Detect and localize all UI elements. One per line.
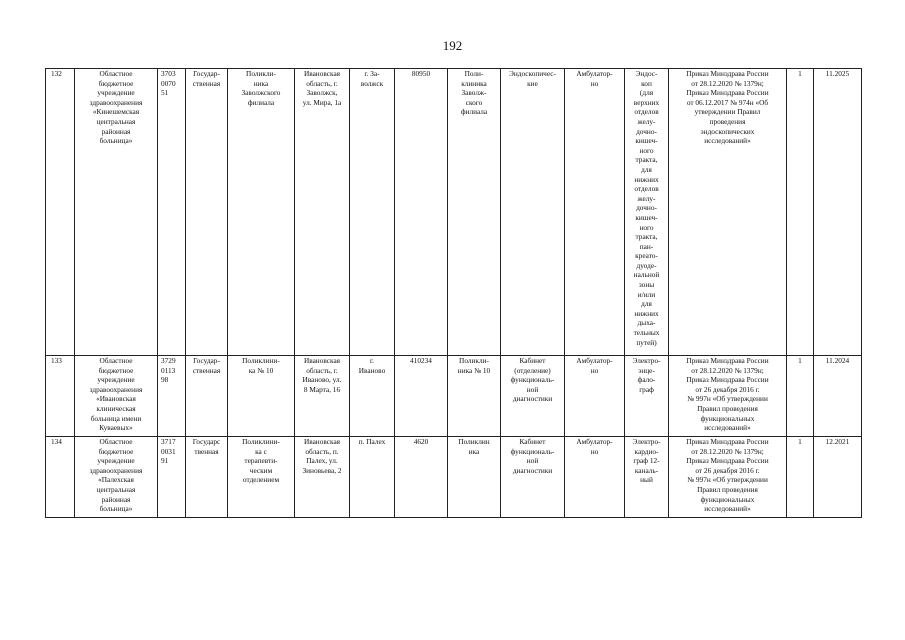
- equipment-name: Электро- кардио- граф 12- каналь- ный: [625, 437, 669, 518]
- quantity: 1: [787, 356, 814, 437]
- settlement: п. Палех: [350, 437, 395, 518]
- unit-name: Поликлини- ка с терапевти- ческим отделением: [228, 437, 295, 518]
- equipment-name: Электро- энце- фало- граф: [625, 356, 669, 437]
- table-row: [46, 356, 862, 437]
- room-type: Кабинет (отделение) функциональ- ной диагностики: [501, 356, 565, 437]
- date: 12.2021: [814, 437, 862, 518]
- row-number: 133: [46, 356, 75, 437]
- equipment-name: Эндос- коп (для верхних отделов желу- дочно- кишеч- ного тракта, для нижних отделов желу- дочно- кишеч- ного тракта, пан- креато- дуоде- нальной зоны и/или для нижних дыха- тельных путей): [625, 69, 669, 356]
- settlement: г. Иваново: [350, 356, 395, 437]
- date: 11.2024: [814, 356, 862, 437]
- regulation-order: Приказ Минздрава России от 28.12.2020 № 1379н; Приказ Минздрава России от 06.12.2017 № 974н «Об утверждении Правил проведения эндоскопических исследований»: [669, 69, 787, 356]
- row-number: 132: [46, 69, 75, 356]
- regulation-order: Приказ Минздрава России от 28.12.2020 № 1379н; Приказ Минздрава России от 26 декабря 2016 г. № 997н «Об утверждении Правил проведения функциональных исследований»: [669, 437, 787, 518]
- address: Ивановская область, г. Заволжск, ул. Мира, 1а: [295, 69, 350, 356]
- organization-code: 3703 0070 51: [158, 69, 186, 356]
- settlement: г. За- волжск: [350, 69, 395, 356]
- settlement-code: 4620: [395, 437, 448, 518]
- settlement-code: 410234: [395, 356, 448, 437]
- ownership-form: Государс твенная: [186, 437, 228, 518]
- care-type: Амбулатор- но: [565, 69, 625, 356]
- department: Поликлин ика: [448, 437, 501, 518]
- row-number: 134: [46, 437, 75, 518]
- department: Поли- клиника Заволж- ского филиала: [448, 69, 501, 356]
- page-number: 192: [442, 38, 463, 53]
- table-row: [46, 69, 862, 356]
- equipment-registry-table: [45, 68, 862, 518]
- address: Ивановская область, п. Палех, ул. Зиновьева, 2: [295, 437, 350, 518]
- room-type: Эндоскопичес- кие: [501, 69, 565, 356]
- room-type: Кабинет функциональ- ной диагностики: [501, 437, 565, 518]
- department: Поликли- ника № 10: [448, 356, 501, 437]
- organization-code: 3717 0031 91: [158, 437, 186, 518]
- unit-name: Поликлини- ка № 10: [228, 356, 295, 437]
- unit-name: Поликли- ника Заволжского филиала: [228, 69, 295, 356]
- organization-name: Областное бюджетное учреждение здравоохранения «Палехская центральная районная больница»: [75, 437, 158, 518]
- organization-name: Областное бюджетное учреждение здравоохранения «Кинешемская центральная районная больница»: [75, 69, 158, 356]
- table-row: [46, 437, 862, 518]
- care-type: Амбулатор- но: [565, 437, 625, 518]
- quantity: 1: [787, 437, 814, 518]
- ownership-form: Государ- ственная: [186, 69, 228, 356]
- regulation-order: Приказ Минздрава России от 28.12.2020 № 1379н; Приказ Минздрава России от 26 декабря 2016 г. № 997н «Об утверждении Правил проведения функциональных исследований»: [669, 356, 787, 437]
- settlement-code: 80950: [395, 69, 448, 356]
- organization-name: Областное бюджетное учреждение здравоохранения «Ивановская клиническая больница имени Куваевых»: [75, 356, 158, 437]
- ownership-form: Государ- ственная: [186, 356, 228, 437]
- date: 11.2025: [814, 69, 862, 356]
- quantity: 1: [787, 69, 814, 356]
- care-type: Амбулатор- но: [565, 356, 625, 437]
- organization-code: 3729 0113 98: [158, 356, 186, 437]
- address: Ивановская область, г. Иваново, ул. 8 Марта, 16: [295, 356, 350, 437]
